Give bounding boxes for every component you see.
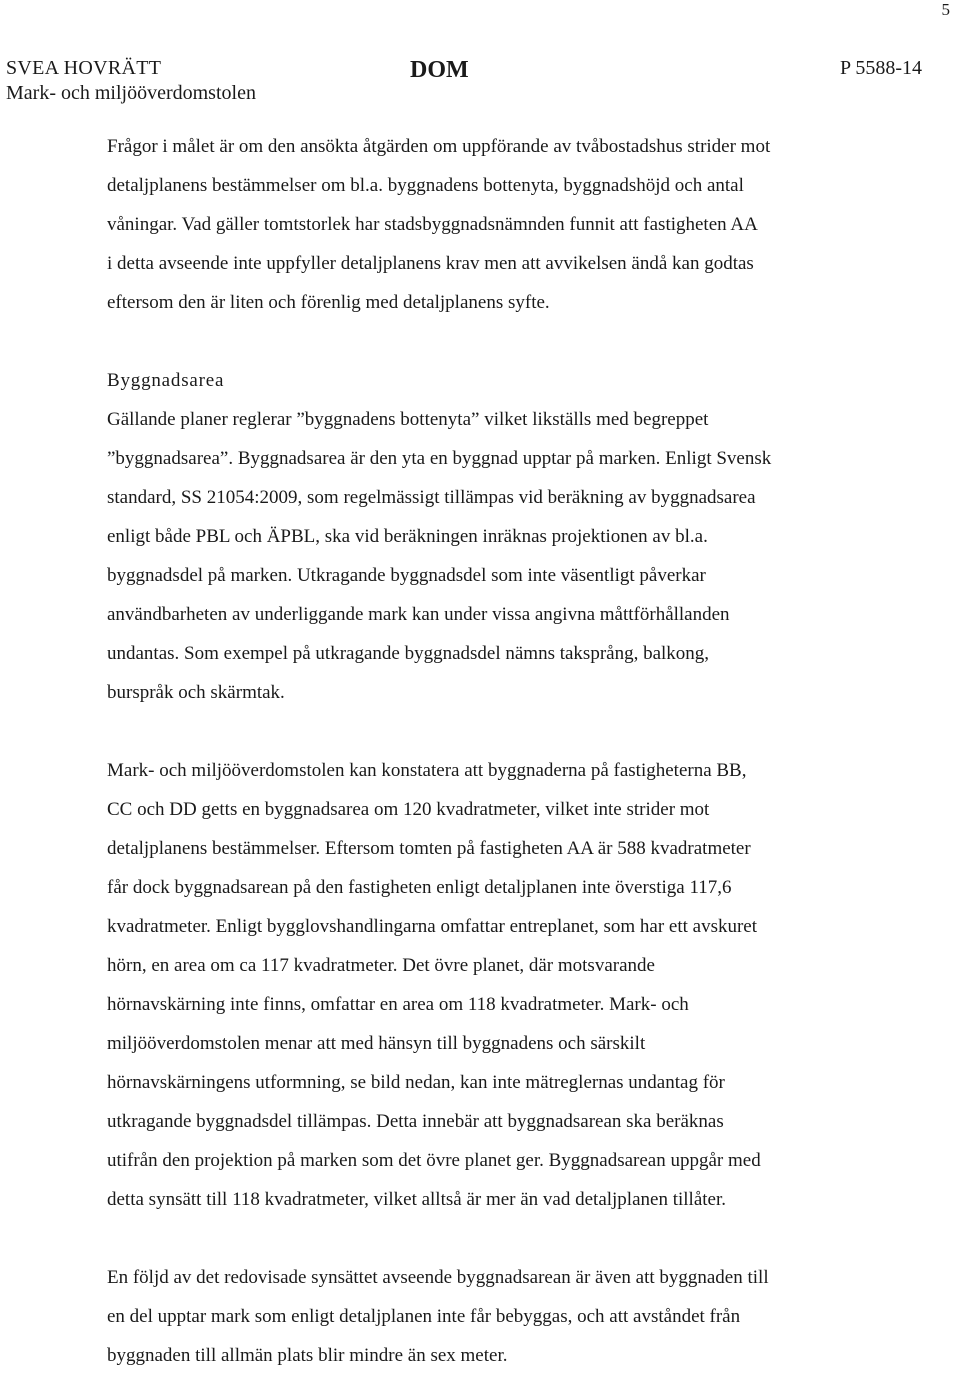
text-line: detta synsätt till 118 kvadratmeter, vilket alltså är mer än vad detaljplanen tillåter. xyxy=(107,1189,726,1210)
text-line: utkragande byggnadsdel tillämpas. Detta innebär att byggnadsarean ska beräknas xyxy=(107,1111,724,1132)
text-line: detaljplanens bestämmelser om bl.a. byggnadens bottenyta, byggnadshöjd och antal xyxy=(107,175,744,196)
text-line: hörnavskärningens utformning, se bild nedan, kan inte mätreglernas undantag för xyxy=(107,1072,725,1093)
paragraph-spacer xyxy=(107,1219,907,1258)
text-line: våningar. Vad gäller tomtstorlek har stadsbyggnadsnämnden funnit att fastigheten AA xyxy=(107,214,758,235)
court-division: Mark- och miljööverdomstolen xyxy=(6,82,256,104)
text-line: Gällande planer reglerar ”byggnadens bottenyta” vilket likställs med begreppet xyxy=(107,409,709,430)
text-line: CC och DD getts en byggnadsarea om 120 kvadratmeter, vilket inte strider mot xyxy=(107,799,710,820)
text-line: byggnaden till allmän plats blir mindre än sex meter. xyxy=(107,1345,508,1366)
text-line: hörn, en area om ca 117 kvadratmeter. Det övre planet, där motsvarande xyxy=(107,955,655,976)
text-line: enligt både PBL och ÄPBL, ska vid beräkningen inräknas projektionen av bl.a. xyxy=(107,526,708,547)
text-line: en del upptar mark som enligt detaljplanen inte får bebyggas, och att avståndet från xyxy=(107,1306,741,1327)
section-heading: Byggnadsarea xyxy=(107,370,225,391)
paragraph-spacer xyxy=(107,322,907,361)
case-number: P 5588-14 xyxy=(839,57,922,79)
text-line: i detta avseende inte uppfyller detaljplanens krav men att avvikelsen ändå kan godtas xyxy=(107,253,754,274)
text-line: får dock byggnadsarean på den fastigheten enligt detaljplanen inte överstiga 117,6 xyxy=(107,877,732,898)
text-line: En följd av det redovisade synsättet avseende byggnadsarean är även att byggnaden till xyxy=(107,1267,769,1288)
text-line: miljööverdomstolen menar att med hänsyn till byggnadens och särskilt xyxy=(107,1033,646,1054)
court-name: SVEA HOVRÄTT xyxy=(6,57,162,79)
paragraph-byggnadsarea xyxy=(107,400,907,712)
text-line: Mark- och miljööverdomstolen kan konstatera att byggnaderna på fastigheterna BB, xyxy=(107,760,747,781)
text-line: detaljplanens bestämmelser. Eftersom tomten på fastigheten AA är 588 kvadratmeter xyxy=(107,838,751,859)
text-line: Frågor i målet är om den ansökta åtgärden om uppförande av tvåbostadshus strider mot xyxy=(107,136,771,157)
paragraph-spacer xyxy=(107,712,907,751)
text-line: undantas. Som exempel på utkragande byggnadsdel nämns taksprång, balkong, xyxy=(107,643,710,664)
text-line: standard, SS 21054:2009, som regelmässigt tillämpas vid beräkning av byggnadsarea xyxy=(107,487,756,508)
page-number: 5 xyxy=(941,0,950,19)
document-body xyxy=(107,127,907,1375)
paragraph-consequence xyxy=(107,1258,907,1375)
text-line: hörnavskärning inte finns, omfattar en area om 118 kvadratmeter. Mark- och xyxy=(107,994,689,1015)
paragraph-intro xyxy=(107,127,907,322)
text-line: byggnadsdel på marken. Utkragande byggnadsdel som inte väsentligt påverkar xyxy=(107,565,706,586)
paragraph-assessment xyxy=(107,751,907,1219)
text-line: burspråk och skärmtak. xyxy=(107,682,285,703)
header-left xyxy=(6,56,256,106)
document-type: DOM xyxy=(410,57,469,83)
text-line: kvadratmeter. Enligt bygglovshandlingarna omfattar entreplanet, som har ett avskuret xyxy=(107,916,758,937)
text-line: användbarheten av underliggande mark kan under vissa angivna måttförhållanden xyxy=(107,604,730,625)
text-line: utifrån den projektion på marken som det övre planet ger. Byggnadsarean uppgår med xyxy=(107,1150,761,1171)
text-line: eftersom den är liten och förenlig med detaljplanens syfte. xyxy=(107,292,550,313)
text-line: ”byggnadsarea”. Byggnadsarea är den yta en byggnad upptar på marken. Enligt Svensk xyxy=(107,448,772,469)
